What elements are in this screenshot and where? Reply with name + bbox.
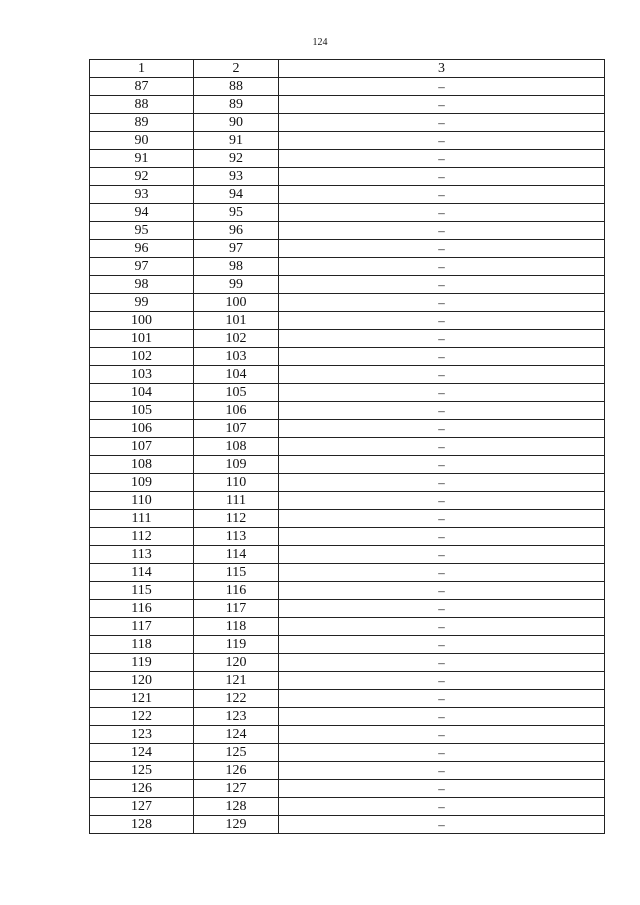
table-cell-col-1: 115 xyxy=(90,582,194,600)
table-row xyxy=(90,294,605,312)
table-cell-col-1: 99 xyxy=(90,294,194,312)
table-row xyxy=(90,312,605,330)
table-row xyxy=(90,366,605,384)
table-cell-col-3: – xyxy=(279,330,605,348)
table-cell-col-1: 127 xyxy=(90,798,194,816)
table-header xyxy=(90,60,605,78)
table-cell-col-2: 96 xyxy=(194,222,279,240)
table-cell-col-3: – xyxy=(279,600,605,618)
table-row xyxy=(90,528,605,546)
table-cell-col-1: 92 xyxy=(90,168,194,186)
table-cell-col-1: 94 xyxy=(90,204,194,222)
table-cell-col-3: – xyxy=(279,492,605,510)
table-cell-col-3: – xyxy=(279,564,605,582)
table-cell-col-1: 110 xyxy=(90,492,194,510)
table-cell-col-3: – xyxy=(279,168,605,186)
table-row xyxy=(90,114,605,132)
table-cell-col-1: 91 xyxy=(90,150,194,168)
table-row xyxy=(90,726,605,744)
table-cell-col-3: – xyxy=(279,618,605,636)
table-row xyxy=(90,672,605,690)
table-cell-col-2: 125 xyxy=(194,744,279,762)
table-cell-col-3: – xyxy=(279,222,605,240)
table-row xyxy=(90,690,605,708)
table-cell-col-1: 119 xyxy=(90,654,194,672)
table-cell-col-1: 96 xyxy=(90,240,194,258)
table-cell-col-1: 104 xyxy=(90,384,194,402)
table-cell-col-1: 125 xyxy=(90,762,194,780)
table-cell-col-3: – xyxy=(279,762,605,780)
table-cell-col-1: 126 xyxy=(90,780,194,798)
table-cell-col-2: 95 xyxy=(194,204,279,222)
table-row xyxy=(90,708,605,726)
table-cell-col-3: – xyxy=(279,348,605,366)
table-cell-col-3: – xyxy=(279,150,605,168)
table-cell-col-2: 105 xyxy=(194,384,279,402)
table-cell-col-2: 122 xyxy=(194,690,279,708)
table-row xyxy=(90,798,605,816)
table-cell-col-2: 90 xyxy=(194,114,279,132)
data-table xyxy=(89,59,605,834)
table-cell-col-3: – xyxy=(279,690,605,708)
table-cell-col-2: 115 xyxy=(194,564,279,582)
table-cell-col-3: – xyxy=(279,240,605,258)
table-cell-col-2: 89 xyxy=(194,96,279,114)
table-cell-col-2: 98 xyxy=(194,258,279,276)
table-row xyxy=(90,204,605,222)
table-cell-col-3: – xyxy=(279,114,605,132)
table-cell-col-3: – xyxy=(279,312,605,330)
table-cell-col-3: – xyxy=(279,546,605,564)
table-cell-col-3: – xyxy=(279,204,605,222)
table-row xyxy=(90,816,605,834)
table-cell-col-1: 87 xyxy=(90,78,194,96)
table-row xyxy=(90,618,605,636)
table-cell-col-3: – xyxy=(279,456,605,474)
table-cell-col-1: 103 xyxy=(90,366,194,384)
table-cell-col-2: 121 xyxy=(194,672,279,690)
table-cell-col-2: 128 xyxy=(194,798,279,816)
table-row xyxy=(90,222,605,240)
table-cell-col-1: 100 xyxy=(90,312,194,330)
table-row xyxy=(90,132,605,150)
table-row xyxy=(90,258,605,276)
table-cell-col-2: 113 xyxy=(194,528,279,546)
table-cell-col-1: 95 xyxy=(90,222,194,240)
table-row xyxy=(90,420,605,438)
table-cell-col-2: 126 xyxy=(194,762,279,780)
table-cell-col-2: 123 xyxy=(194,708,279,726)
table-row xyxy=(90,600,605,618)
table-cell-col-3: – xyxy=(279,672,605,690)
table-cell-col-3: – xyxy=(279,132,605,150)
table-cell-col-1: 117 xyxy=(90,618,194,636)
table-row xyxy=(90,96,605,114)
table-row xyxy=(90,186,605,204)
table-cell-col-1: 89 xyxy=(90,114,194,132)
table-cell-col-2: 116 xyxy=(194,582,279,600)
table-row xyxy=(90,78,605,96)
table-row xyxy=(90,150,605,168)
table-row xyxy=(90,384,605,402)
table-row xyxy=(90,564,605,582)
table-cell-col-2: 94 xyxy=(194,186,279,204)
table-cell-col-3: – xyxy=(279,816,605,834)
table-cell-col-1: 121 xyxy=(90,690,194,708)
table-row xyxy=(90,348,605,366)
table-cell-col-1: 105 xyxy=(90,402,194,420)
table-cell-col-2: 100 xyxy=(194,294,279,312)
table-row xyxy=(90,240,605,258)
table-cell-col-2: 127 xyxy=(194,780,279,798)
table-cell-col-3: – xyxy=(279,582,605,600)
table-cell-col-2: 124 xyxy=(194,726,279,744)
table-row xyxy=(90,276,605,294)
table-cell-col-3: – xyxy=(279,798,605,816)
table-cell-col-2: 107 xyxy=(194,420,279,438)
table-cell-col-1: 123 xyxy=(90,726,194,744)
table-cell-col-2: 118 xyxy=(194,618,279,636)
table-cell-col-2: 92 xyxy=(194,150,279,168)
table-cell-col-3: – xyxy=(279,276,605,294)
table-cell-col-3: – xyxy=(279,708,605,726)
table-cell-col-1: 122 xyxy=(90,708,194,726)
table-cell-col-1: 98 xyxy=(90,276,194,294)
table-header-row xyxy=(90,60,605,78)
table-cell-col-2: 102 xyxy=(194,330,279,348)
table-row xyxy=(90,330,605,348)
table-cell-col-1: 106 xyxy=(90,420,194,438)
table-row xyxy=(90,780,605,798)
table-cell-col-3: – xyxy=(279,726,605,744)
table-cell-col-2: 88 xyxy=(194,78,279,96)
table-cell-col-2: 108 xyxy=(194,438,279,456)
table-cell-col-2: 112 xyxy=(194,510,279,528)
table-cell-col-2: 109 xyxy=(194,456,279,474)
table-row xyxy=(90,654,605,672)
table-cell-col-1: 113 xyxy=(90,546,194,564)
column-header-1: 1 xyxy=(90,60,194,78)
table-cell-col-1: 112 xyxy=(90,528,194,546)
table-row xyxy=(90,168,605,186)
table-row xyxy=(90,546,605,564)
table-cell-col-1: 124 xyxy=(90,744,194,762)
table-cell-col-3: – xyxy=(279,474,605,492)
table-cell-col-2: 104 xyxy=(194,366,279,384)
table-cell-col-3: – xyxy=(279,384,605,402)
table-row xyxy=(90,636,605,654)
table-cell-col-2: 111 xyxy=(194,492,279,510)
table-cell-col-2: 97 xyxy=(194,240,279,258)
table-cell-col-1: 120 xyxy=(90,672,194,690)
table-cell-col-3: – xyxy=(279,294,605,312)
table-row xyxy=(90,510,605,528)
table-cell-col-1: 116 xyxy=(90,600,194,618)
table-row xyxy=(90,492,605,510)
table-cell-col-3: – xyxy=(279,654,605,672)
table-cell-col-3: – xyxy=(279,420,605,438)
table-cell-col-2: 114 xyxy=(194,546,279,564)
table-cell-col-2: 91 xyxy=(194,132,279,150)
table-cell-col-2: 99 xyxy=(194,276,279,294)
table-cell-col-1: 102 xyxy=(90,348,194,366)
table-cell-col-3: – xyxy=(279,96,605,114)
table-cell-col-3: – xyxy=(279,438,605,456)
table-cell-col-3: – xyxy=(279,258,605,276)
table-body xyxy=(90,78,605,834)
table-row xyxy=(90,582,605,600)
table-cell-col-1: 128 xyxy=(90,816,194,834)
column-header-2: 2 xyxy=(194,60,279,78)
table-cell-col-1: 90 xyxy=(90,132,194,150)
table-cell-col-1: 88 xyxy=(90,96,194,114)
table-cell-col-2: 120 xyxy=(194,654,279,672)
table-cell-col-1: 111 xyxy=(90,510,194,528)
table-cell-col-3: – xyxy=(279,744,605,762)
table-cell-col-3: – xyxy=(279,510,605,528)
table-cell-col-2: 129 xyxy=(194,816,279,834)
table-cell-col-3: – xyxy=(279,402,605,420)
page-number: 124 xyxy=(312,37,328,48)
table-cell-col-2: 117 xyxy=(194,600,279,618)
table-cell-col-3: – xyxy=(279,528,605,546)
table-cell-col-1: 97 xyxy=(90,258,194,276)
table-cell-col-1: 107 xyxy=(90,438,194,456)
table-cell-col-3: – xyxy=(279,636,605,654)
table-cell-col-1: 101 xyxy=(90,330,194,348)
table-cell-col-3: – xyxy=(279,366,605,384)
table-row xyxy=(90,744,605,762)
table-row xyxy=(90,762,605,780)
table-cell-col-2: 103 xyxy=(194,348,279,366)
table-cell-col-2: 101 xyxy=(194,312,279,330)
table-cell-col-1: 118 xyxy=(90,636,194,654)
table-cell-col-3: – xyxy=(279,780,605,798)
table-cell-col-2: 106 xyxy=(194,402,279,420)
table-cell-col-1: 114 xyxy=(90,564,194,582)
table-cell-col-2: 110 xyxy=(194,474,279,492)
column-header-3: 3 xyxy=(279,60,605,78)
table-cell-col-1: 109 xyxy=(90,474,194,492)
table-cell-col-1: 93 xyxy=(90,186,194,204)
table-cell-col-3: – xyxy=(279,186,605,204)
table-cell-col-3: – xyxy=(279,78,605,96)
table-row xyxy=(90,402,605,420)
table-cell-col-2: 93 xyxy=(194,168,279,186)
table-row xyxy=(90,438,605,456)
table-cell-col-1: 108 xyxy=(90,456,194,474)
table-cell-col-2: 119 xyxy=(194,636,279,654)
table-row xyxy=(90,474,605,492)
table-row xyxy=(90,456,605,474)
